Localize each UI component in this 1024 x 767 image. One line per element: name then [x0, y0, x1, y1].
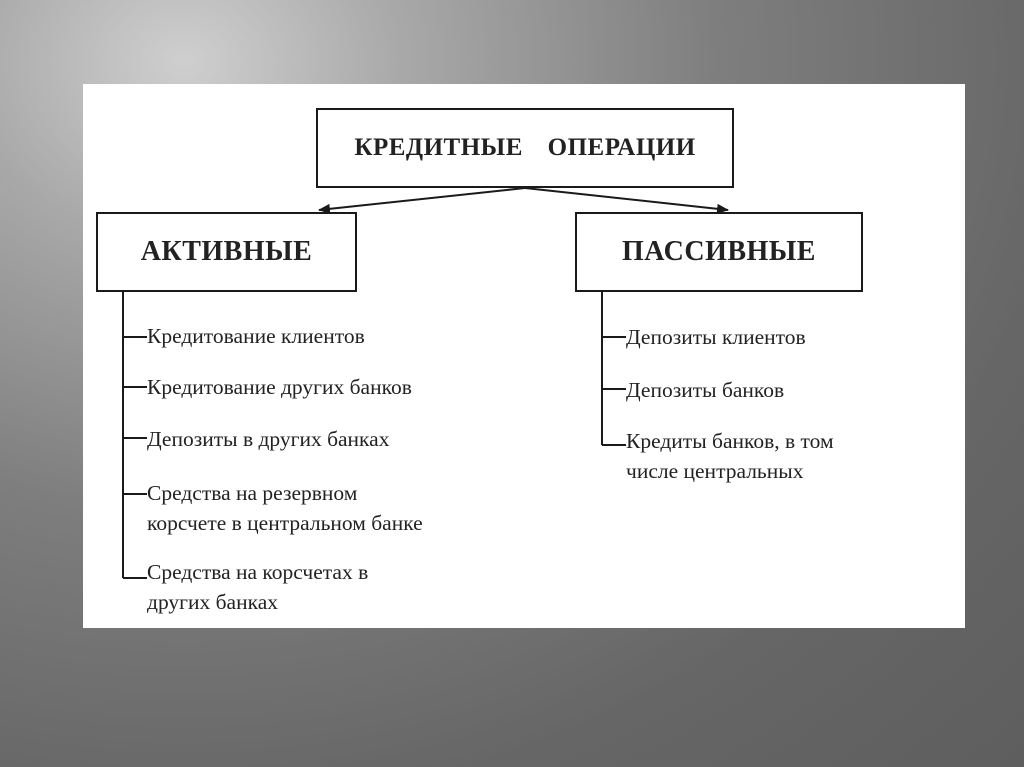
active-item: [147, 424, 389, 454]
arrow-to-active: [319, 188, 525, 210]
arrow-to-passive: [525, 188, 728, 210]
active-item-line: Средства на корсчетах в: [147, 560, 369, 584]
passive-item: [626, 426, 834, 486]
active-operations-label: АКТИВНЫЕ: [140, 236, 313, 267]
passive-item-line: Депозиты клиентов: [626, 325, 806, 349]
active-item: [147, 321, 365, 351]
credit-operations-box: [316, 108, 734, 188]
passive-operations-label: ПАССИВНЫЕ: [622, 236, 816, 267]
passive-item-line: числе центральных: [626, 459, 804, 483]
passive-item: [626, 375, 784, 405]
passive-operations-box: [575, 212, 863, 292]
passive-item-line: Кредиты банков, в том: [626, 429, 834, 453]
passive-item-line: Депозиты банков: [626, 378, 785, 402]
active-item: [147, 372, 412, 402]
active-item: [147, 557, 368, 617]
passive-item: [626, 322, 806, 352]
active-item-line: Депозиты в других банках: [147, 427, 390, 451]
active-item-line: Кредитование клиентов: [147, 324, 365, 348]
active-item-line: Кредитование других банков: [147, 375, 412, 399]
active-item-line: других банках: [147, 590, 279, 614]
active-item-line: корсчете в центральном банке: [147, 511, 423, 535]
active-item-line: Средства на резервном: [147, 481, 358, 505]
active-operations-box: [96, 212, 357, 292]
active-item: [147, 478, 423, 538]
slide-canvas: [83, 84, 965, 628]
credit-operations-title: КРЕДИТНЫЕ ОПЕРАЦИИ: [354, 134, 696, 161]
